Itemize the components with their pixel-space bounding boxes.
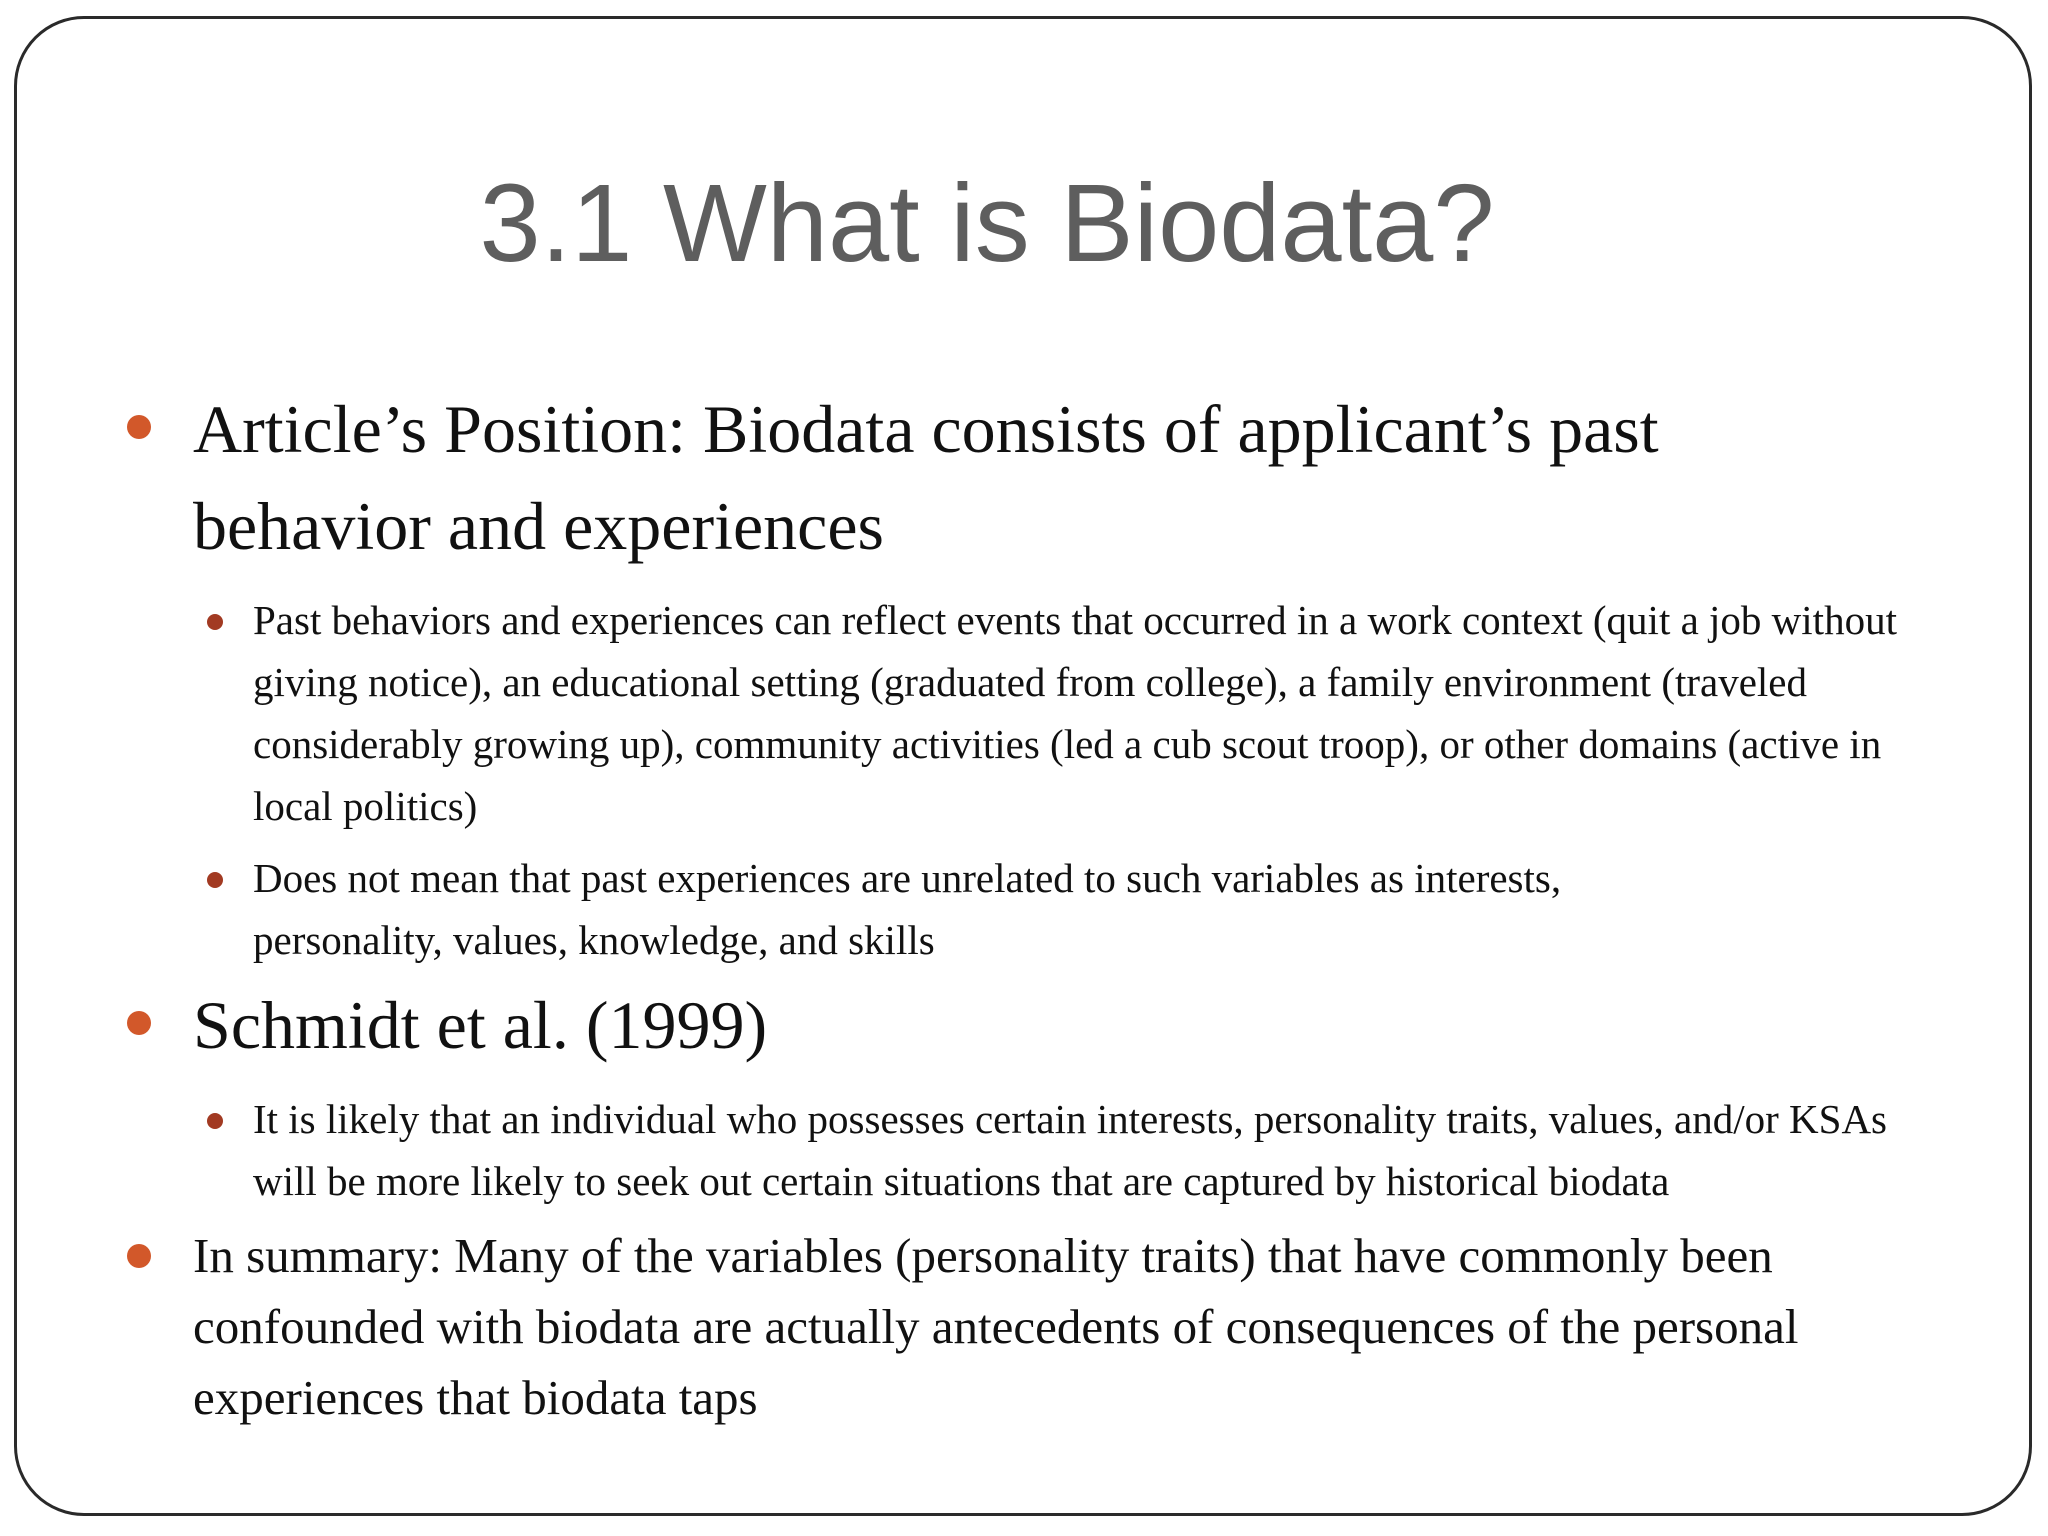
- bullet-dot-icon: [127, 1244, 151, 1268]
- bullet-dot-icon: [127, 415, 151, 439]
- sub-bullet-past-behaviors: [127, 589, 2048, 837]
- bullet-summary: [127, 1220, 1957, 1433]
- slide-body: [127, 381, 1957, 1433]
- bullet-schmidt: [127, 977, 1957, 1074]
- bullet-text: In summary: Many of the variables (personality traits) that have commonly been confounded with biodata are actually antecedents of consequences of the personal experiences that biodata taps: [193, 1228, 1799, 1425]
- sub-bullet-text: Does not mean that past experiences are unrelated to such variables as interests, personality, values, knowledge, and skills: [253, 855, 1562, 963]
- bullet-text: Article’s Position: Biodata consists of applicant’s past behavior and experiences: [193, 391, 1659, 564]
- sub-bullet-dot-icon: [207, 872, 223, 888]
- sub-bullet-does-not-mean: [127, 847, 1957, 971]
- sub-bullet-text: Past behaviors and experiences can reflect events that occurred in a work context (quit a job without giving notice), an educational setting (graduated from college), a family environment (traveled considerably growing up), community activities (led a cub scout troop), or other domains (active in local politics): [253, 597, 1897, 829]
- sub-bullet-dot-icon: [207, 1113, 223, 1129]
- slide: [14, 16, 2032, 1516]
- bullet-article-position: [127, 381, 1957, 575]
- sub-bullet-dot-icon: [207, 614, 223, 630]
- sub-bullet-text: It is likely that an individual who possesses certain interests, personality traits, values, and/or KSAs will be more likely to seek out certain situations that are captured by historical biodata: [253, 1096, 1888, 1204]
- bullet-text: Schmidt et al. (1999): [193, 987, 768, 1063]
- bullet-dot-icon: [127, 1011, 151, 1035]
- slide-title: 3.1 What is Biodata?: [479, 162, 1495, 285]
- sub-bullet-likely: [127, 1088, 1957, 1212]
